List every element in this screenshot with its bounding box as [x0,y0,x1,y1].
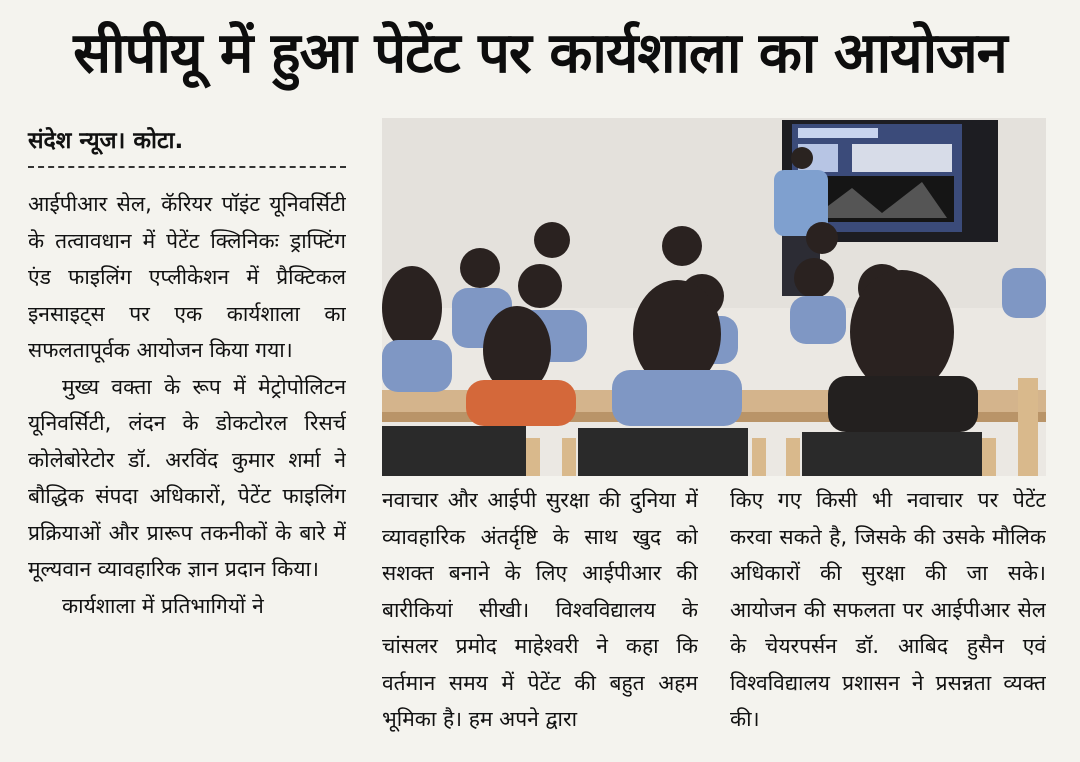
dateline: संदेश न्यूज। कोटा. [28,128,184,154]
headline: सीपीयू में हुआ पेटेंट पर कार्यशाला का आयोजन [73,21,1007,86]
column-2-text: नवाचार और आईपी सुरक्षा की दुनिया में व्यावहारिक अंतर्दृष्टि के साथ खुद को सशक्त बनाने के लिए आईपीआर की बारीकियां सीखी। विश्वविद्यालय के चांसलर प्रमोद माहेश्वरी ने कहा कि वर्तमान समय में पेटेंट की बहुत अहम भूमिका है। हम अपने द्वारा [382,488,698,731]
dateline-rule [28,166,346,168]
paragraph-3: कार्यशाला में प्रतिभागियों ने [62,593,264,618]
article-column-2 [382,482,698,758]
paragraph-2: मुख्य वक्ता के रूप में मेट्रोपोलिटन यूनिवर्सिटी, लंदन के डोकटोरल रिसर्च कोलेबोरेटोर डॉ. अरविंद कुमार शर्मा ने बौद्धिक संपदा अधिकारों, पेटेंट फाइलिंग प्रक्रियाओं और प्रारूप तकनीकों के बारे में मूल्यवान व्यावहारिक ज्ञान प्रदान किया। [28,374,346,581]
column-3-text: किए गए किसी भी नवाचार पर पेटेंट करवा सकते है, जिसके की उसके मौलिक अधिकारों की सुरक्षा की जा सके। आयोजन की सफलता पर आईपीआर सेल के चेयरपर्सन डॉ. आबिद हुसैन एवं विश्वविद्यालय प्रशासन ने प्रसन्नता व्यक्त की। [730,488,1046,731]
article-column-1 [28,186,346,758]
paragraph-1: आईपीआर सेल, कॅरियर पॉइंट यूनिवर्सिटी के तत्वावधान में पेटेंट क्लिनिकः ड्राफ्टिंग एंड फाइलिंग एप्लीकेशन में प्रैक्टिकल इनसाइट्स पर एक कार्यशाला का सफलतापूर्वक आयोजन किया गया। [28,192,346,362]
workshop-photo [382,118,1046,476]
article-column-3 [730,482,1046,758]
